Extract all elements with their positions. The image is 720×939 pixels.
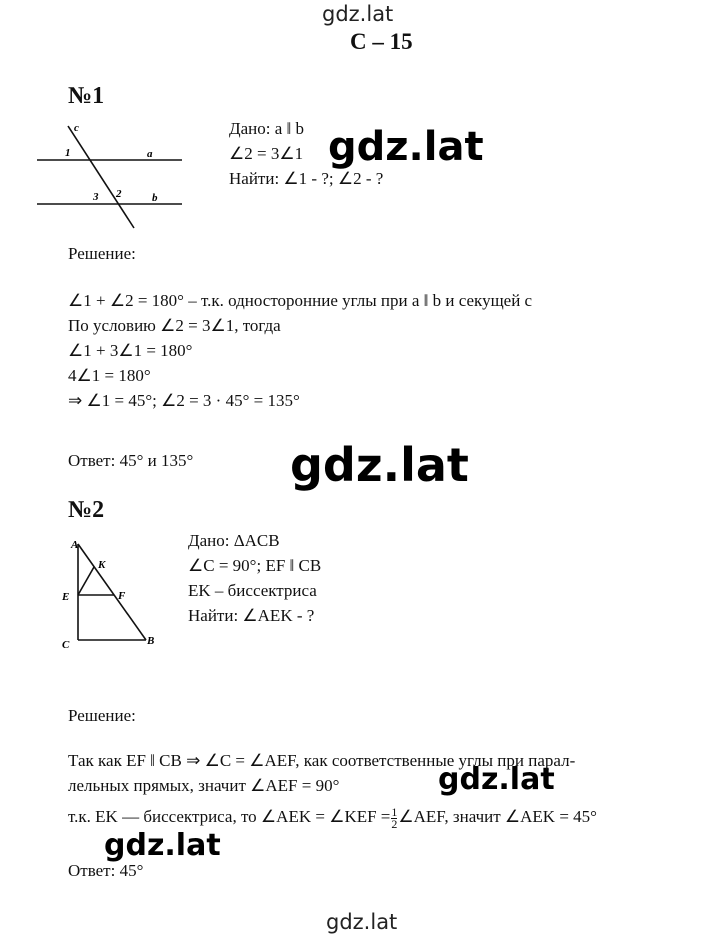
fraction-denominator: 2 (391, 816, 398, 831)
task2-answer: Ответ: 45° (68, 861, 144, 880)
task2-solution-line: лельных прямых, значит ∠AEF = 90° (68, 776, 340, 795)
label-angle-1: 1 (65, 147, 71, 159)
task2-given (188, 528, 321, 628)
task2-solution (68, 748, 708, 830)
task1-solution (68, 288, 532, 413)
watermark-bottom: gdz.lat (326, 910, 398, 934)
task2-line3-end: ∠AEF, значит ∠AEK = 45° (398, 807, 597, 826)
task1-solution-line: ∠1 + ∠2 = 180° – т.к. односторонние углы при a ‖ b и секущей с (68, 291, 533, 310)
label-b: b (152, 192, 158, 204)
task1-given-line: Дано: a ‖ b (229, 119, 305, 138)
label-C: C (62, 639, 70, 651)
task1-solution-label: Решение: (68, 244, 136, 263)
task1-answer: Ответ: 45° и 135° (68, 451, 194, 470)
task2-line3-start: т.к. EK — биссектриса, то ∠AEK = ∠KEF = (68, 807, 391, 826)
task1-number: №1 (68, 83, 105, 109)
watermark-3: gdz.lat (438, 762, 555, 797)
label-B: B (147, 635, 155, 647)
task1-solution-line: 4∠1 = 180° (68, 366, 151, 385)
task1-solution-line: По условию ∠2 = 3∠1, тогда (68, 316, 281, 335)
label-c: c (74, 122, 79, 134)
task2-solution-label: Решение: (68, 706, 136, 725)
task2-figure (58, 536, 168, 651)
task1-given-line: Найти: ∠1 - ?; ∠2 - ? (229, 169, 384, 188)
fraction-numerator: 1 (391, 804, 398, 819)
task1-given (229, 116, 383, 191)
task2-number: №2 (68, 497, 105, 523)
page-title: С – 15 (350, 29, 413, 54)
task1-solution-line: ⇒ ∠1 = 45°; ∠2 = 3 · 45° = 135° (68, 391, 300, 410)
label-angle-2: 2 (116, 188, 122, 200)
fraction-half (391, 804, 398, 831)
task1-given-line: ∠2 = 3∠1 (229, 144, 304, 163)
task2-solution-line (68, 804, 708, 830)
watermark-2: gdz.lat (290, 438, 469, 492)
task2-given-line: EK – биссектриса (188, 581, 317, 600)
watermark-top: gdz.lat (322, 2, 394, 26)
label-a: a (147, 148, 153, 160)
label-E: E (62, 591, 70, 603)
task1-solution-line: ∠1 + 3∠1 = 180° (68, 341, 193, 360)
task2-given-line: Найти: ∠AEK - ? (188, 606, 315, 625)
watermark-1: gdz.lat (328, 124, 484, 170)
task2-solution-line: Так как EF ‖ CB ⇒ ∠C = ∠AEF, как соответственные углы при парал- (68, 751, 576, 770)
label-A: A (71, 539, 79, 551)
task2-given-line: ∠C = 90°; EF ‖ CB (188, 556, 322, 575)
label-angle-3: 3 (93, 191, 99, 203)
watermark-4: gdz.lat (104, 828, 221, 863)
label-F: F (118, 590, 126, 602)
task1-figure (30, 118, 200, 233)
label-K: K (98, 559, 106, 571)
task2-given-line: Дано: ΔACB (188, 531, 280, 550)
